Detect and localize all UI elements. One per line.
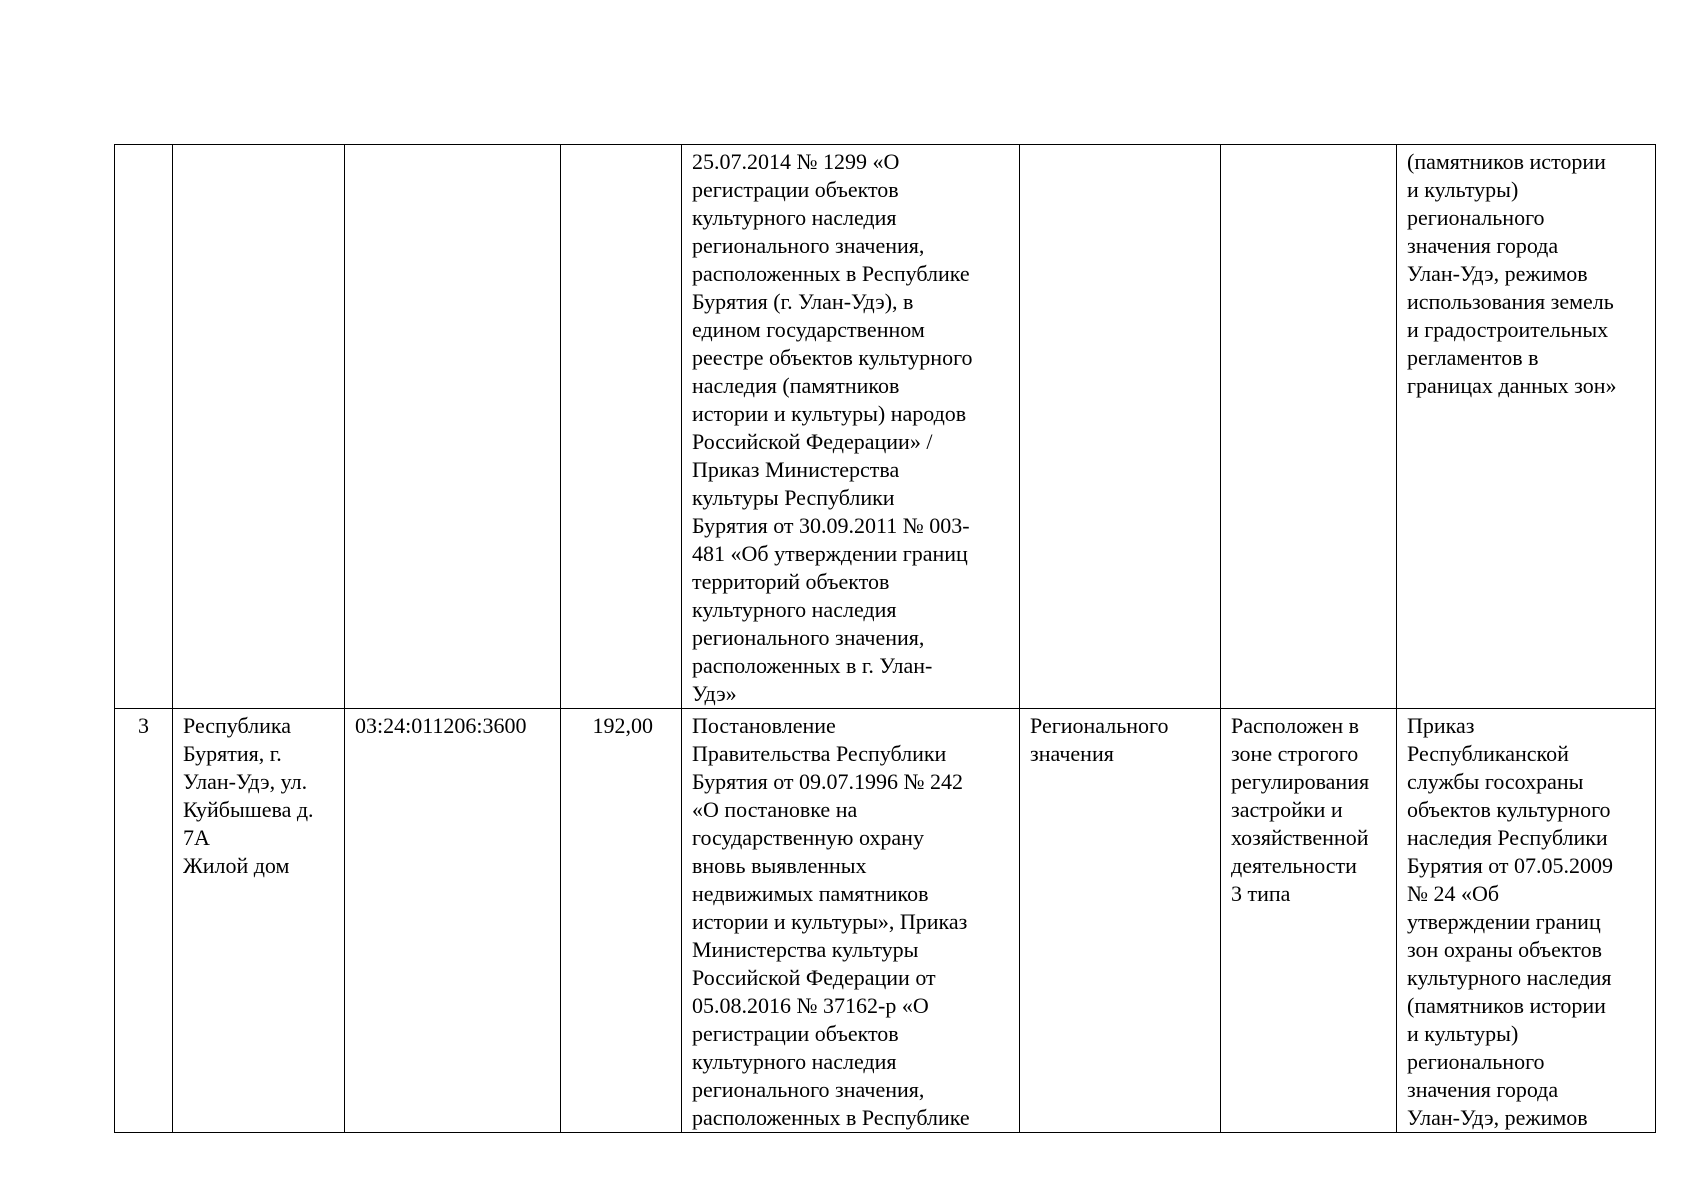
protection-zone: Расположен в зоне строгого регулирования застройки и хозяйственной деятельности 3 типа [1231,713,1370,906]
heritage-objects-table [114,144,1656,1133]
table-row [115,145,1656,709]
cadastral-cell [345,145,561,709]
row-number-cell [115,145,173,709]
table-row [115,709,1656,1133]
heritage-category: Регионального значения [1030,713,1169,766]
object-area: 192,00 [592,713,653,738]
object-address: Республика Бурятия, г. Улан-Удэ, ул. Куйбышева д. 7А Жилой дом [183,713,314,878]
address-cell [173,145,345,709]
zone-cell [1221,145,1397,709]
protection-act-cell [1397,709,1656,1133]
row-number-cell [115,709,173,1133]
documents-cell [682,145,1020,709]
area-cell [561,145,682,709]
legal-documents: Постановление Правительства Республики Бурятия от 09.07.1996 № 242 «О постановке на государственную охрану вновь выявленных недвижимых памятников истории и культуры», Приказ Министерства культуры Российской Федерации от 05.08.2016 № 37162-р «О регистрации объектов культурного наследия регионального значения, расположенных в Республике [692,713,970,1130]
zone-cell [1221,709,1397,1133]
cadastral-number: 03:24:011206:3600 [355,713,527,738]
documents-cell [682,709,1020,1133]
category-cell [1020,145,1221,709]
row-number: 3 [138,713,149,738]
cadastral-cell [345,709,561,1133]
protection-act-cell [1397,145,1656,709]
area-cell [561,709,682,1133]
address-cell [173,709,345,1133]
protection-act: Приказ Республиканской службы госохраны объектов культурного наследия Республики Бурятия от 07.05.2009 № 24 «Об утверждении границ зон охраны объектов культурного наследия (памятников истории и культуры) регионального значения города Улан-Удэ, режимов [1407,713,1614,1130]
protection-act: (памятников истории и культуры) регионального значения города Улан-Удэ, режимов использования земель и градостроительных регламентов в границах данных зон» [1407,149,1617,398]
category-cell [1020,709,1221,1133]
legal-documents: 25.07.2014 № 1299 «О регистрации объектов культурного наследия регионального значения, расположенных в Республике Бурятия (г. Улан-Удэ), в едином государственном реестре объектов культурного наследия (памятников истории и культуры) народов Российской Федерации» / Приказ Министерства культуры Республики Бурятия от 30.09.2011 № 003- 481 «Об утверждении границ территорий объектов культурного наследия регионального значения, расположенных в г. Улан- Удэ» [692,149,973,706]
